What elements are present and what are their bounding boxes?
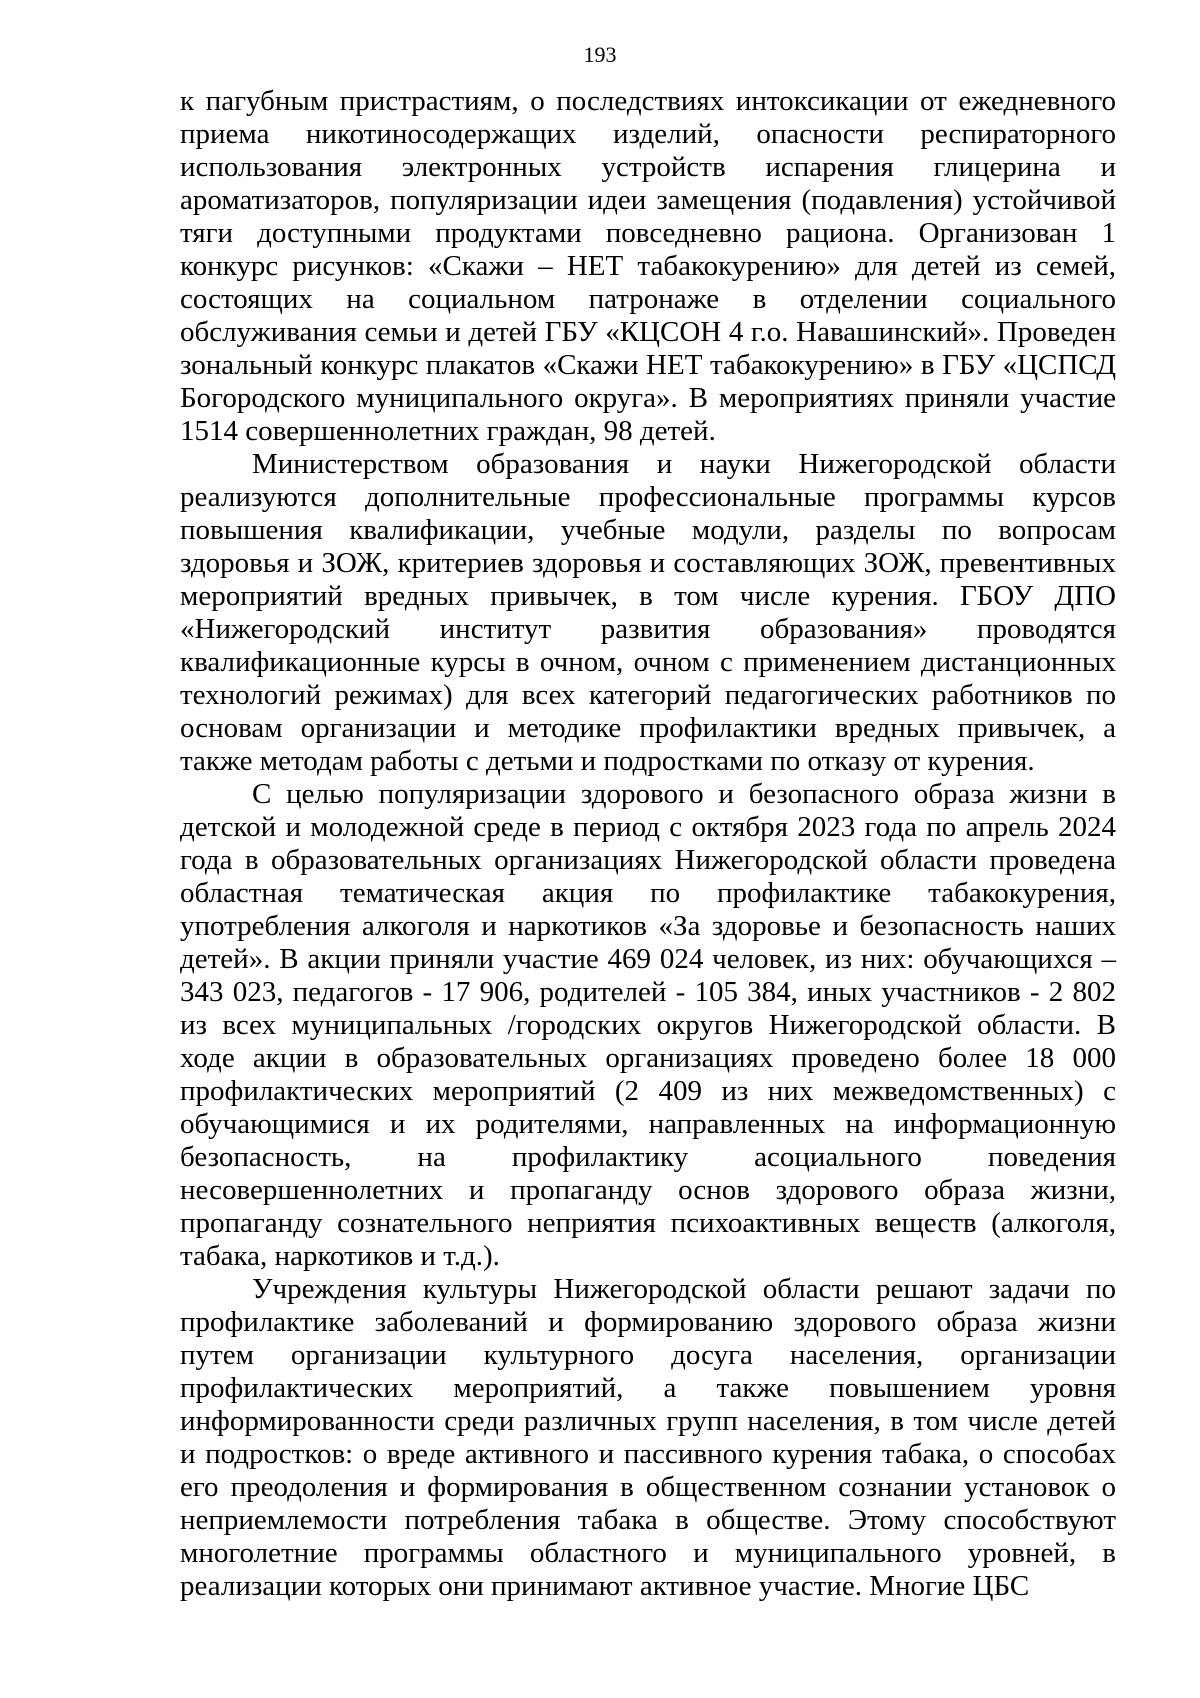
paragraph-culture-institutions: Учреждения культуры Нижегородской области решают задачи по профилактике заболеваний и формированию здорового образа жизни путем организации культурного досуга населения, организации профилактических мероприятий, а также повышением уровня информированности среди различных групп населения, в том числе детей и подростков: о вреде активного и пассивного курения табака, о способах его преодоления и формирования в общественном сознании установок о неприемлемости потребления табака в обществе. Этому способствуют многолетние программы областного и муниципального уровней, в реализации которых они принимают активное участие. Многие ЦБС	[180, 1273, 1116, 1602]
paragraph-ministry-education: Министерством образования и науки Нижегородской области реализуются дополнительные профессиональные программы курсов повышения квалификации, учебные модули, разделы по вопросам здоровья и ЗОЖ, критериев здоровья и составляющих ЗОЖ, превентивных мероприятий вредных привычек, в том числе курения. ГБОУ ДПО «Нижегородский институт развития образования» проводятся квалификационные курсы в очном, очном с применением дистанционных технологий режимах) для всех категорий педагогических работников по основам организации и методике профилактики вредных привычек, а также методам работы с детьми и подростками по отказу от курения.	[180, 448, 1116, 777]
paragraph-health-campaign: С целью популяризации здорового и безопасного образа жизни в детской и молодежной среде в период с октября 2023 года по апрель 2024 года в образовательных организациях Нижегородской области проведена областная тематическая акция по профилактике табакокурения, употребления алкоголя и наркотиков «За здоровье и безопасность наших детей». В акции приняли участие 469 024 человек, из них: обучающихся – 343 023, педагогов - 17 906, родителей - 105 384, иных участников - 2 802 из всех муниципальных /городских округов Нижегородской области. В ходе акции в образовательных организациях проведено более 18 000 профилактических мероприятий (2 409 из них межведомственных) с обучающимися и их родителями, направленных на информационную безопасность, на профилактику асоциального поведения несовершеннолетних и пропаганду основ здорового образа жизни, пропаганду сознательного неприятия психоактивных веществ (алкоголя, табака, наркотиков и т.д.).	[180, 778, 1116, 1272]
page-number: 193	[583, 42, 617, 67]
paragraph-continuation: к пагубным пристрастиям, о последствиях интоксикации от ежедневного приема никотиносодержащих изделий, опасности респираторного использования электронных устройств испарения глицерина и ароматизаторов, популяризации идеи замещения (подавления) устойчивой тяги доступными продуктами повседневно рациона. Организован 1 конкурс рисунков: «Скажи – НЕТ табакокурению» для детей из семей, состоящих на социальном патронаже в отделении социального обслуживания семьи и детей ГБУ «КЦСОН 4 г.о. Навашинский». Проведен зональный конкурс плакатов «Скажи НЕТ табакокурению» в ГБУ «ЦСПСД Богородского муниципального округа». В мероприятиях приняли участие 1514 совершеннолетних граждан, 98 детей.	[180, 85, 1116, 447]
document-body	[180, 85, 1116, 1603]
